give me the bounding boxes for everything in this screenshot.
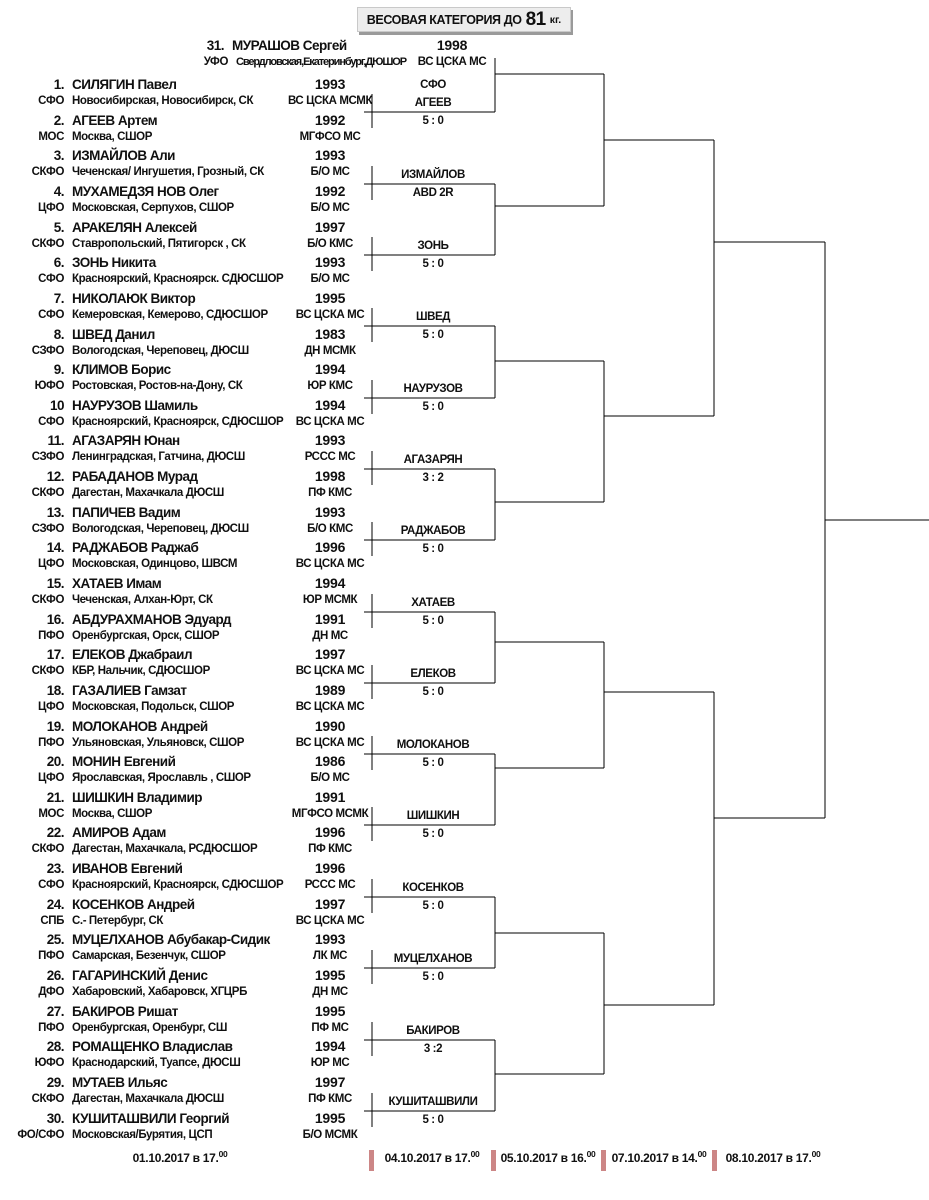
club: Красноярский, Красноярск, СДЮСШОР [72, 416, 284, 428]
birth-year: 1990 [314, 718, 346, 734]
rank: РССС МС [304, 451, 356, 463]
birth-year: 1996 [314, 860, 346, 876]
athlete-name: МОЛОКАНОВ Андрей [72, 719, 208, 734]
rank: Б/О КМС [307, 523, 353, 535]
entry-number: 30. [46, 1111, 64, 1126]
entry-number: 24. [46, 897, 64, 912]
region-code: ЦФО [38, 202, 64, 214]
club: Ярославская, Ярославль , СШОР [72, 772, 251, 784]
entry-number: 27. [46, 1004, 64, 1019]
rank: Б/О МС [310, 273, 350, 285]
club: Красноярский, Красноярск. СДЮСШОР [72, 273, 284, 285]
entry-number: 10 [49, 398, 64, 413]
club: Вологодская, Череповец, ДЮСШ [72, 345, 249, 357]
region-code: УФО [203, 56, 228, 68]
athlete-name: НАУРУЗОВ Шамиль [72, 398, 198, 413]
rank: ЛК МС [312, 950, 348, 962]
rank: ДН МС [312, 986, 348, 998]
club: С.- Петербург, СК [72, 915, 164, 927]
match-winner: КУШИТАШВИЛИ [388, 1096, 478, 1108]
region-code: СКФО [31, 487, 64, 499]
rank: ПФ КМС [308, 487, 352, 499]
entry-number: 15. [46, 576, 64, 591]
athlete-name: КЛИМОВ Борис [72, 362, 171, 377]
birth-year: 1995 [314, 1003, 346, 1019]
entry-number: 7. [53, 291, 64, 306]
match-score: 5 : 0 [422, 828, 444, 840]
match-winner: ШИШКИН [406, 810, 460, 822]
match-score: 5 : 0 [422, 757, 444, 769]
rank: Б/О КМС [307, 238, 353, 250]
region-code: СКФО [31, 665, 64, 677]
birth-year: 1993 [314, 76, 346, 92]
birth-year: 1996 [314, 539, 346, 555]
club: Оренбургская, Оренбург, СШ [72, 1022, 227, 1034]
athlete-name: МОНИН Евгений [72, 754, 176, 769]
match-winner: ИЗМАЙЛОВ [401, 169, 465, 181]
match-score: 3 : 2 [422, 472, 444, 484]
entry-number: 4. [53, 184, 64, 199]
match-score: 5 : 0 [422, 401, 444, 413]
session-date: 05.10.2017 в 16.00 [500, 1149, 596, 1165]
birth-year: 1998 [314, 468, 346, 484]
rank: ДН МСМК [304, 345, 356, 357]
rank: ВС ЦСКА МС [295, 701, 365, 713]
region-code: МОС [38, 808, 64, 820]
athlete-name: МУЦЕЛХАНОВ Абубакар-Сидик [72, 932, 270, 947]
birth-year: 1998 [436, 37, 468, 53]
club: Ленинградская, Гатчина, ДЮСШ [72, 451, 245, 463]
match-score: 5 : 0 [422, 1114, 444, 1126]
athlete-name: МУРАШОВ Сергей [232, 38, 347, 53]
match-score: 3 :2 [423, 1043, 443, 1055]
rank: Б/О МС [310, 772, 350, 784]
birth-year: 1983 [314, 326, 346, 342]
region-code: ЦФО [38, 701, 64, 713]
athlete-name: МУТАЕВ Ильяс [72, 1075, 168, 1090]
birth-year: 1995 [314, 1110, 346, 1126]
birth-year: 1995 [314, 967, 346, 983]
match-winner: АГЕЕВ [414, 97, 452, 109]
match-note: СФО [420, 79, 446, 91]
club: Москва, СШОР [72, 808, 152, 820]
athlete-name: ШИШКИН Владимир [72, 790, 203, 805]
rank: ПФ КМС [308, 843, 352, 855]
entry-number: 1. [53, 77, 64, 92]
athlete-name: ИВАНОВ Евгений [72, 861, 183, 876]
entry-number: 13. [46, 505, 64, 520]
birth-year: 1997 [314, 896, 346, 912]
entry-number: 6. [53, 255, 64, 270]
match-score: 5 : 0 [422, 686, 444, 698]
session-date: 01.10.2017 в 17.00 [132, 1149, 228, 1165]
region-code: ПФО [38, 950, 64, 962]
region-code: ФО/СФО [17, 1129, 64, 1141]
session-date: 08.10.2017 в 17.00 [725, 1149, 821, 1165]
birth-year: 1989 [314, 682, 346, 698]
entry-number: 18. [46, 683, 64, 698]
region-code: СЗФО [31, 523, 64, 535]
athlete-name: КУШИТАШВИЛИ Георгий [72, 1111, 230, 1126]
entry-number: 14. [46, 540, 64, 555]
club: Москва, СШОР [72, 131, 152, 143]
athlete-name: ГАЗАЛИЕВ Гамзат [72, 683, 187, 698]
match-score: 5 : 0 [422, 971, 444, 983]
entry-number: 17. [46, 647, 64, 662]
rank: ВС ЦСКА МС [295, 665, 365, 677]
match-score: 5 : 0 [422, 615, 444, 627]
club: Ростовская, Ростов-на-Дону, СК [72, 380, 243, 392]
match-winner: БАКИРОВ [406, 1025, 460, 1037]
birth-year: 1993 [314, 254, 346, 270]
club: Ульяновская, Ульяновск, СШОР [72, 737, 245, 749]
session-separator [369, 1150, 374, 1171]
entry-number: 16. [46, 612, 64, 627]
athlete-name: АГЕЕВ Артем [72, 113, 158, 128]
birth-year: 1994 [314, 1038, 346, 1054]
athlete-name: РАБАДАНОВ Мурад [72, 469, 198, 484]
region-code: СКФО [31, 594, 64, 606]
rank: ПФ МС [311, 1022, 349, 1034]
region-code: СПБ [40, 915, 64, 927]
match-score: 5 : 0 [422, 543, 444, 555]
entry-number: 8. [53, 327, 64, 342]
birth-year: 1991 [314, 789, 346, 805]
region-code: ПФО [38, 1022, 64, 1034]
birth-year: 1994 [314, 575, 346, 591]
region-code: СЗФО [31, 451, 64, 463]
athlete-name: БАКИРОВ Ришат [72, 1004, 178, 1019]
session-separator [601, 1150, 606, 1171]
birth-year: 1992 [314, 183, 346, 199]
match-winner: ШВЕД [415, 311, 451, 323]
region-code: СФО [38, 95, 64, 107]
match-winner: КОСЕНКОВ [402, 882, 464, 894]
club: Кемеровская, Кемерово, СДЮСШОР [72, 309, 268, 321]
region-code: ДФО [38, 986, 64, 998]
club: Красноярский, Красноярск, СДЮСШОР [72, 879, 284, 891]
match-winner: РАДЖАБОВ [400, 525, 466, 537]
birth-year: 1992 [314, 112, 346, 128]
match-winner: АГАЗАРЯН [403, 454, 463, 466]
region-code: ПФО [38, 630, 64, 642]
entry-number: 2. [53, 113, 64, 128]
athlete-name: ШВЕД Данил [72, 327, 155, 342]
birth-year: 1993 [314, 504, 346, 520]
athlete-name: РОМАЩЕНКО Владислав [72, 1039, 233, 1054]
match-winner: ЕЛЕКОВ [410, 668, 456, 680]
birth-year: 1995 [314, 290, 346, 306]
match-winner: ХАТАЕВ [411, 597, 455, 609]
match-score: 5 : 0 [422, 900, 444, 912]
athlete-name: КОСЕНКОВ Андрей [72, 897, 195, 912]
club: Вологодская, Череповец, ДЮСШ [72, 523, 249, 535]
birth-year: 1996 [314, 824, 346, 840]
athlete-name: ПАПИЧЕВ Вадим [72, 505, 181, 520]
rank: ПФ КМС [308, 1093, 352, 1105]
club: Новосибирская, Новосибирск, СК [72, 95, 254, 107]
club: Дагестан, Махачкала ДЮСШ [72, 487, 224, 499]
region-code: СКФО [31, 238, 64, 250]
region-code: СКФО [31, 1093, 64, 1105]
rank: ЮР КМС [307, 380, 353, 392]
birth-year: 1997 [314, 1074, 346, 1090]
club: Ставропольский, Пятигорск , СК [72, 238, 246, 250]
athlete-name: ЗОНЬ Никита [72, 255, 156, 270]
region-code: СФО [38, 416, 64, 428]
club: Московская, Серпухов, СШОР [72, 202, 234, 214]
athlete-name: АБДУРАХМАНОВ Эдуард [72, 612, 231, 627]
rank: ВС ЦСКА МС [295, 416, 365, 428]
session-separator [712, 1150, 717, 1171]
region-code: СКФО [31, 166, 64, 178]
match-winner: МОЛОКАНОВ [396, 739, 470, 751]
rank: ВС ЦСКА МС [417, 56, 487, 68]
match-winner: ЗОНЬ [417, 240, 449, 252]
athlete-name: ИЗМАЙЛОВ Али [72, 148, 175, 163]
rank: ЮР МСМК [302, 594, 358, 606]
athlete-name: ЕЛЕКОВ Джабраил [72, 647, 193, 662]
rank: МГФСО МСМК [291, 808, 369, 820]
rank: РССС МС [304, 879, 356, 891]
club: Хабаровский, Хабаровск, ХГЦРБ [72, 986, 247, 998]
birth-year: 1993 [314, 931, 346, 947]
club: Московская/Бурятия, ЦСП [72, 1129, 213, 1141]
weight-category-label: ВЕСОВАЯ КАТЕГОРИЯ ДО [366, 12, 522, 27]
athlete-name: МУХАМЕДЗЯ НОВ Олег [72, 184, 219, 199]
club: Краснодарский, Туапсе, ДЮСШ [72, 1057, 241, 1069]
rank: ВС ЦСКА МС [295, 737, 365, 749]
session-date: 04.10.2017 в 17.00 [384, 1149, 480, 1165]
region-code: МОС [38, 131, 64, 143]
session-date: 07.10.2017 в 14.00 [611, 1149, 707, 1165]
birth-year: 1993 [314, 147, 346, 163]
weight-value: 81 [525, 8, 546, 30]
entry-number: 21. [46, 790, 64, 805]
region-code: ЦФО [38, 772, 64, 784]
birth-year: 1986 [314, 753, 346, 769]
entry-number: 31. [206, 38, 224, 53]
entry-number: 22. [46, 825, 64, 840]
athlete-name: ХАТАЕВ Имам [72, 576, 162, 591]
club: Чеченская, Алхан-Юрт, СК [72, 594, 213, 606]
match-score: 5 : 0 [422, 258, 444, 270]
athlete-name: НИКОЛАЮК Виктор [72, 291, 196, 306]
region-code: СКФО [31, 843, 64, 855]
birth-year: 1997 [314, 646, 346, 662]
club: Самарская, Безенчук, СШОР [72, 950, 226, 962]
region-code: СЗФО [31, 345, 64, 357]
birth-year: 1994 [314, 397, 346, 413]
birth-year: 1991 [314, 611, 346, 627]
match-score: 5 : 0 [422, 329, 444, 341]
region-code: ЦФО [38, 558, 64, 570]
club: Московская, Подольск, СШОР [72, 701, 235, 713]
weight-unit: кг. [549, 13, 562, 26]
rank: ДН МС [312, 630, 348, 642]
rank: Б/О МС [310, 166, 350, 178]
region-code: ЮФО [34, 380, 64, 392]
rank: ВС ЦСКА МС [295, 558, 365, 570]
club: Дагестан, Махачкала ДЮСШ [72, 1093, 224, 1105]
region-code: СФО [38, 273, 64, 285]
entry-number: 5. [53, 220, 64, 235]
athlete-name: АГАЗАРЯН Юнан [72, 433, 180, 448]
club: Дагестан, Махачкала, РСДЮСШОР [72, 843, 258, 855]
match-score: ABD 2R [412, 187, 454, 199]
entry-number: 26. [46, 968, 64, 983]
athlete-name: РАДЖАБОВ Раджаб [72, 540, 199, 555]
entry-number: 19. [46, 719, 64, 734]
entry-number: 25. [46, 932, 64, 947]
athlete-name: ГАГАРИНСКИЙ Денис [72, 968, 208, 983]
entry-number: 20. [46, 754, 64, 769]
birth-year: 1997 [314, 219, 346, 235]
entry-number: 29. [46, 1075, 64, 1090]
rank: МГФСО МС [299, 131, 361, 143]
club: Свердловская,Екатеринбург,ДЮШОР [236, 56, 407, 68]
birth-year: 1993 [314, 432, 346, 448]
athlete-name: СИЛЯГИН Павел [72, 77, 177, 92]
rank: ЮР МС [310, 1057, 350, 1069]
rank: Б/О МСМК [302, 1129, 358, 1141]
rank: ВС ЦСКА МСМК [287, 95, 373, 107]
athlete-name: АМИРОВ Адам [72, 825, 166, 840]
entry-number: 28. [46, 1039, 64, 1054]
rank: ВС ЦСКА МС [295, 309, 365, 321]
match-winner: МУЦЕЛХАНОВ [393, 953, 473, 965]
athlete-name: АРАКЕЛЯН Алексей [72, 220, 197, 235]
club: Чеченская/ Ингушетия, Грозный, СК [72, 166, 264, 178]
club: Московская, Одинцово, ШВСМ [72, 558, 238, 570]
rank: Б/О МС [310, 202, 350, 214]
rank: ВС ЦСКА МС [295, 915, 365, 927]
match-winner: НАУРУЗОВ [403, 383, 463, 395]
entry-number: 3. [53, 148, 64, 163]
entry-number: 11. [47, 433, 64, 448]
region-code: ЮФО [34, 1057, 64, 1069]
region-code: ПФО [38, 737, 64, 749]
entry-number: 9. [53, 362, 64, 377]
entry-number: 12. [46, 469, 64, 484]
entry-number: 23. [46, 861, 64, 876]
birth-year: 1994 [314, 361, 346, 377]
region-code: СФО [38, 879, 64, 891]
region-code: СФО [38, 309, 64, 321]
club: КБР, Нальчик, СДЮСШОР [72, 665, 210, 677]
match-score: 5 : 0 [422, 115, 444, 127]
club: Оренбургская, Орск, СШОР [72, 630, 220, 642]
